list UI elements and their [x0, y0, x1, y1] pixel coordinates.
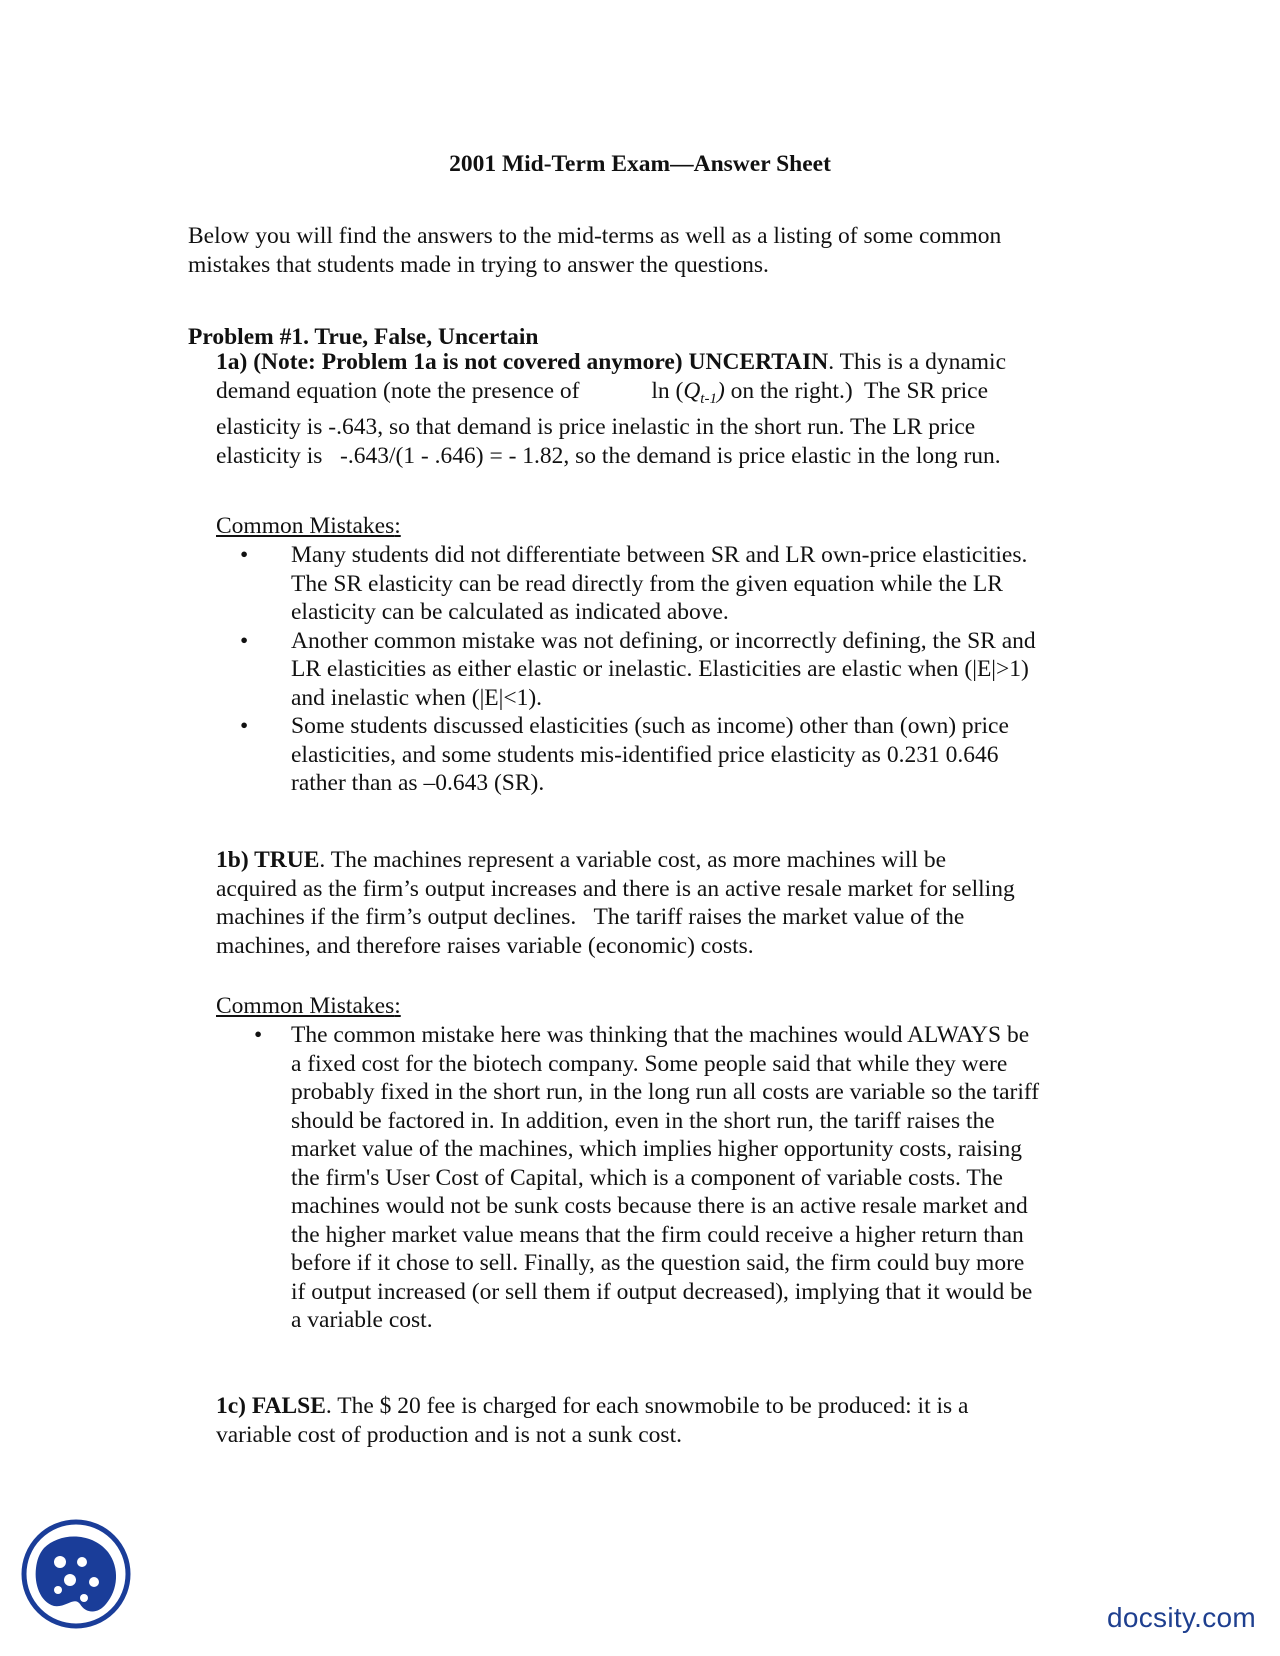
intro-line: Below you will find the answers to the mid-terms as well as a listing of some common [188, 223, 1002, 249]
problem-1-heading: Problem #1. True, False, Uncertain [188, 324, 539, 350]
part-1b-paragraph: 1b) TRUE. The machines represent a variable cost, as more machines will be acquired as the firm’s output increases and there is an active resale market for selling machines if the firm’s output declines. The tariff raises the market value of the machines, and therefore raises variable (economic) costs. [216, 847, 1015, 959]
mistakes-1a-list [216, 541, 1096, 798]
part-1c-paragraph: 1c) FALSE. The $ 20 fee is charged for each snowmobile to be produced: it is a variable cost of production and is not a sunk cost. [216, 1393, 969, 1448]
intro-line: mistakes that students made in trying to answer the questions. [188, 251, 769, 278]
list-item: • The common mistake here was thinking that the machines would ALWAYS be a fixed cost for the biotech company. Some people said that while they were probably fixed in the short run, in the long run all costs are variable so the tariff should be factored in. In addition, even in the short run, the tariff raises the market value of the machines, which implies higher opportunity costs, raising the firm's User Cost of Capital, which is a component of variable costs. The machines would not be sunk costs because there is an active resale market and the higher market value means that the firm could receive a higher return than before if it chose to sell. Finally, as the question said, the firm could buy more if output increased (or sell them if output decreased), implying that it would be a variable cost. [254, 1022, 1040, 1333]
bullet-icon: • [240, 542, 249, 568]
mistakes-1b-list [216, 1021, 1096, 1335]
common-mistakes-heading: Common Mistakes: [216, 993, 401, 1019]
bullet-icon: • [240, 713, 249, 739]
common-mistakes-heading: Common Mistakes: [216, 513, 401, 539]
list-item: • Many students did not differentiate between SR and LR own-price elasticities. The SR elasticity can be read directly from the given equation while the LR elasticity can be calculated as indicated above. [240, 542, 1028, 625]
part-1a-label: 1a) (Note: Problem 1a is not covered anymore) UNCERTAIN [216, 349, 829, 375]
part-1b-label: 1b) TRUE [216, 847, 320, 873]
bullet-icon: • [240, 627, 249, 654]
docsity-logo-icon[interactable] [20, 1518, 132, 1630]
page-title: 2001 Mid-Term Exam—Answer Sheet [449, 151, 831, 177]
list-item: • Another common mistake was not defining, or incorrectly defining, the SR and LR elasticities as either elastic or inelastic. Elasticities are elastic when (|E|>1) and inelastic when (|E|<1). [240, 627, 1036, 711]
intro-paragraph [188, 222, 1108, 279]
part-1a-paragraph: 1a) (Note: Problem 1a is not covered anymore) UNCERTAIN. This is a dynamic demand equation (note the presence of $\ln (Q_{t-1})$ on the right.) The SR price elasticity is -.643, so that demand is price inelastic in the short run. The LR price elasticity is -.643/(1 - .646) = - 1.82, so the demand is price elastic in the long run. [216, 349, 1007, 469]
docsity-brand-link[interactable]: docsity.com [1107, 1602, 1257, 1633]
list-item: • Some students discussed elasticities (such as income) other than (own) price elasticities, and some students mis-identified price elasticity as 0.231 0.646 rather than as –0.643 (SR). [240, 713, 1009, 796]
part-1c-label: 1c) FALSE [216, 1393, 326, 1419]
bullet-icon: • [254, 1022, 263, 1048]
